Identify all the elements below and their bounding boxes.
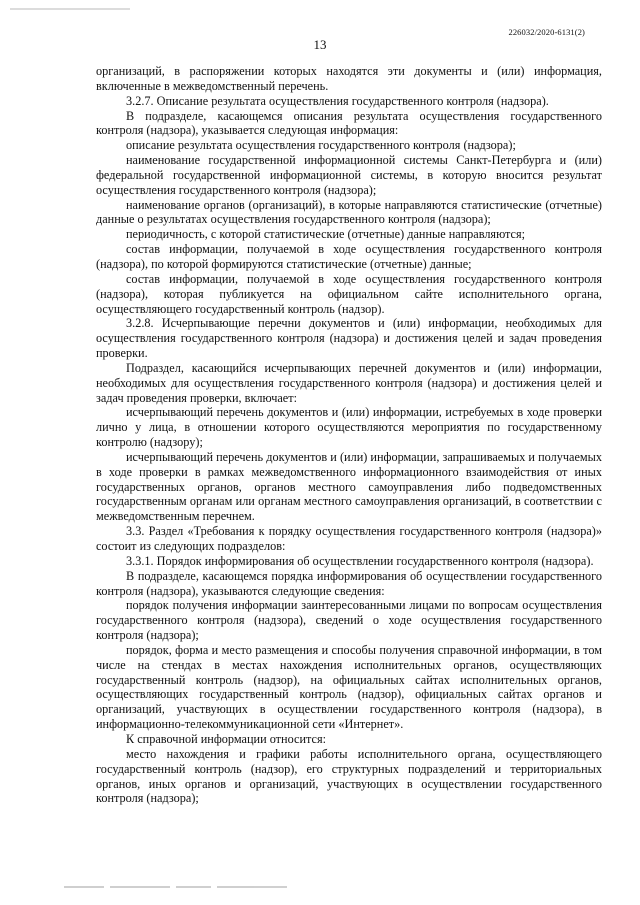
list-item: место нахождения и графики работы исполнительного органа, осуществляющего государственный контроль (надзор), его структурных подразделений и территориальных органов, иных органов и организаций, участвующих в осуществлении государственного контроля (надзора); bbox=[96, 746, 602, 806]
list-item: периодичность, с которой статистические (отчетные) данные направляются; bbox=[126, 227, 526, 242]
list-item: порядок, форма и место размещения и способы получения справочной информации, в том числе на стендах в местах нахождения исполнительных органов, осуществляющих государственный контроль (надзор), на официальных сайтах исполнительных органов, осуществляющих государственный контроль (надзор), официальных сайтах органов и организаций, участвующих в осуществлении государственного контроля (надзора), в информационно-телекоммуникационной сети «Интернет». bbox=[96, 642, 602, 732]
footer-scan-artifact bbox=[64, 886, 324, 889]
paragraph-continuation: организаций, в распоряжении которых находятся эти документы и (или) информация, включенные в межведомственный перечень. bbox=[96, 64, 602, 93]
list-item: состав информации, получаемой в ходе осуществления государственного контроля (надзора), по которой формируются статистические (отчетные) данные; bbox=[96, 242, 602, 271]
list-item: описание результата осуществления государственного контроля (надзора); bbox=[126, 138, 516, 153]
paragraph: К справочной информации относится: bbox=[126, 731, 326, 746]
document-body bbox=[96, 64, 602, 806]
paragraph-heading-3-3-1: 3.3.1. Порядок информирования об осуществлении государственного контроля (надзора). bbox=[126, 553, 594, 568]
list-item: наименование государственной информационной системы Санкт-Петербурга и (или) федеральной государственной информационной системы, в которую вносится результат осуществления государственного контроля (надзора); bbox=[96, 153, 602, 197]
list-item: порядок получения информации заинтересованными лицами по вопросам осуществления государственного контроля (надзора), сведений о ходе осуществления государственного контроля (надзора); bbox=[96, 598, 602, 643]
paragraph-heading-3-2-7: 3.2.7. Описание результата осуществления государственного контроля (надзора). bbox=[126, 93, 549, 108]
list-item: исчерпывающий перечень документов и (или) информации, истребуемых в ходе проверки лично у лица, в отношении которого осуществляются мероприятия по государственному контролю (надзору); bbox=[96, 405, 602, 450]
paragraph: Подраздел, касающийся исчерпывающих перечней документов и (или) информации, необходимых для осуществления государственного контроля (надзора) и достижения целей и задач проведения проверки, включает: bbox=[96, 360, 602, 405]
paragraph: В подразделе, касающемся порядка информирования об осуществлении государственного контроля (надзора), указываются следующие сведения: bbox=[96, 568, 602, 598]
paragraph: В подразделе, касающемся описания результата осуществления государственного контроля (надзора), указывается следующая информация: bbox=[96, 108, 602, 138]
list-item: состав информации, получаемой в ходе осуществления государственного контроля (надзора), которая публикуется на официальном сайте исполнительного органа, осуществляющего государственный контроль (надзор). bbox=[96, 271, 602, 316]
list-item: исчерпывающий перечень документов и (или) информации, запрашиваемых и получаемых в ходе проверки в рамках межведомственного информационного взаимодействия от иных государственных органов, органов местного самоуправления либо подведомственных государственным органам или органам местного самоуправления организаций, в соответствии с межведомственным перечнем. bbox=[96, 449, 602, 524]
paragraph-heading-3-3: 3.3. Раздел «Требования к порядку осуществления государственного контроля (надзора)» состоит из следующих подразделов: bbox=[96, 524, 602, 553]
page-number: 13 bbox=[313, 37, 327, 52]
paragraph-heading-3-2-8: 3.2.8. Исчерпывающие перечни документов и (или) информации, необходимых для осуществления государственного контроля (надзора) и достижения целей и задач проведения проверки. bbox=[96, 316, 602, 361]
document-code: 226032/2020-6131(2) bbox=[508, 27, 585, 37]
list-item: наименование органов (организаций), в которые направляются статистические (отчетные) данные о результатах осуществления государственного контроля (надзора); bbox=[96, 197, 602, 227]
scan-artifact bbox=[10, 8, 130, 10]
